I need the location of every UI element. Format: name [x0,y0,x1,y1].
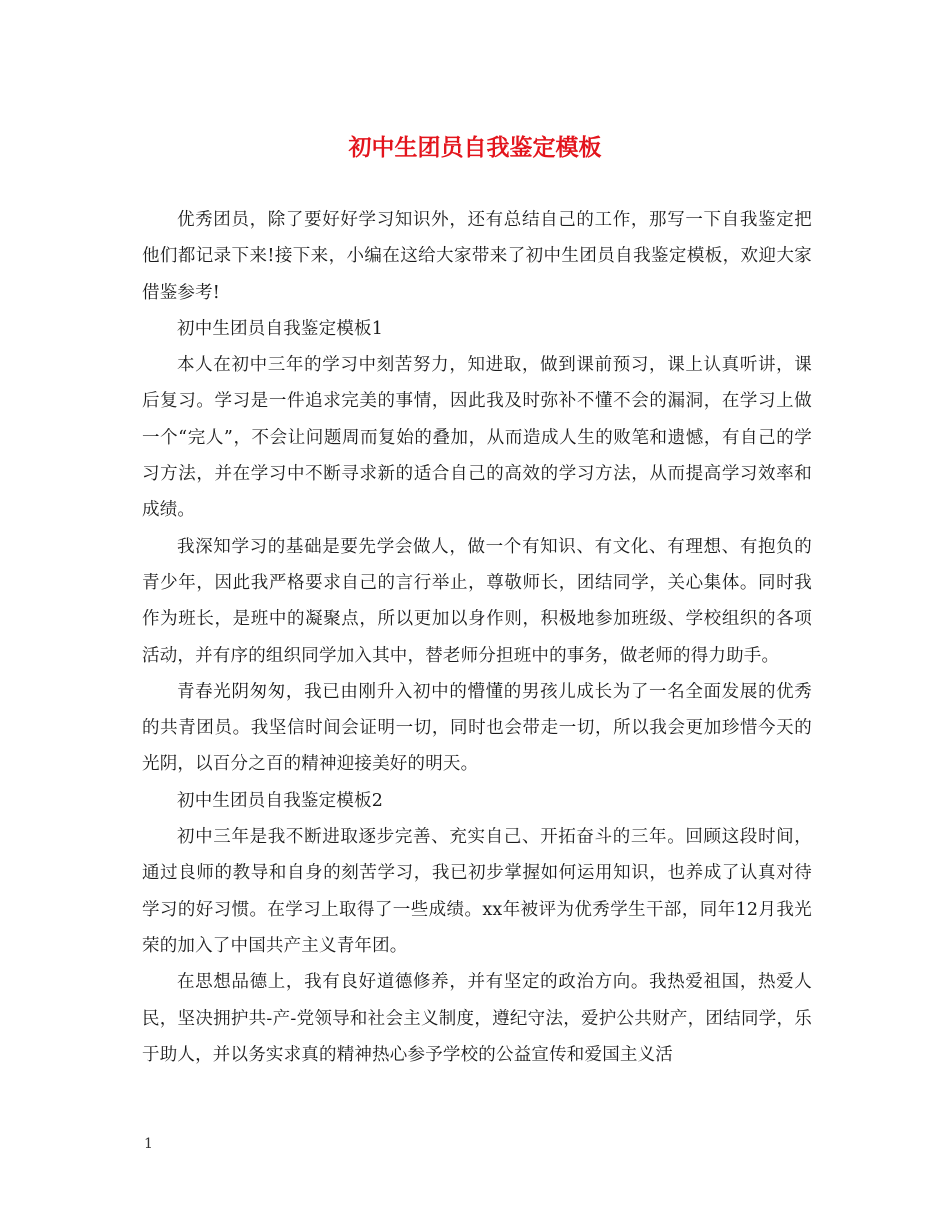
body-paragraph: 我深知学习的基础是要先学会做人，做一个有知识、有文化、有理想、有抱负的青少年，因此我严格要求自己的言行举止，尊敬师长，团结同学，关心集体。同时我作为班长，是班中的凝聚点，所以更加以身作则，积极地参加班级、学校组织的各项活动，并有序的组织同学加入其中，替老师分担班中的事务，做老师的得力助手。 [142,536,812,666]
intro-paragraph: 优秀团员，除了要好好学习知识外，还有总结自己的工作，那写一下自我鉴定把他们都记录下来!接下来，小编在这给大家带来了初中生团员自我鉴定模板，欢迎大家借鉴参考! [142,210,812,303]
body-paragraph: 本人在初中三年的学习中刻苦努力，知进取，做到课前预习，课上认真听讲，课后复习。学习是一件追求完美的事情，因此我及时弥补不懂不会的漏洞，在学习上做一个“完人”，不会让问题周而复始的叠加，从而造成人生的败笔和遗憾，有自己的学习方法，并在学习中不断寻求新的适合自己的高效的学习方法，从而提高学习效率和成绩。 [142,355,812,521]
body-paragraph: 青春光阴匆匆，我已由刚升入初中的懵懂的男孩儿成长为了一名全面发展的优秀的共青团员。我坚信时间会证明一切，同时也会带走一切，所以我会更加珍惜今天的光阴，以百分之百的精神迎接美好的明天。 [142,681,812,775]
body-paragraph: 在思想品德上，我有良好道德修养，并有坚定的政治方向。我热爱祖国，热爱人民，坚决拥护共-产-党领导和社会主义制度，遵纪守法，爱护公共财产，团结同学，乐于助人，并以务实求真的精神热心参予学校的公益宣传和爱国主义活 [142,972,812,1065]
section-heading-template-2: 初中生团员自我鉴定模板2 [177,790,384,811]
page-number: 1 [144,1136,153,1152]
body-paragraph: 初中三年是我不断进取逐步完善、充实自己、开拓奋斗的三年。回顾这段时间，通过良师的教导和自身的刻苦学习，我已初步掌握如何运用知识，也养成了认真对待学习的好习惯。在学习上取得了一些成绩。xx年被评为优秀学生干部，同年12月我光荣的加入了中国共产主义青年团。 [142,827,812,956]
section-heading-template-1: 初中生团员自我鉴定模板1 [177,318,384,339]
document-body [142,202,812,1073]
document-title: 初中生团员自我鉴定模板 [348,135,602,161]
